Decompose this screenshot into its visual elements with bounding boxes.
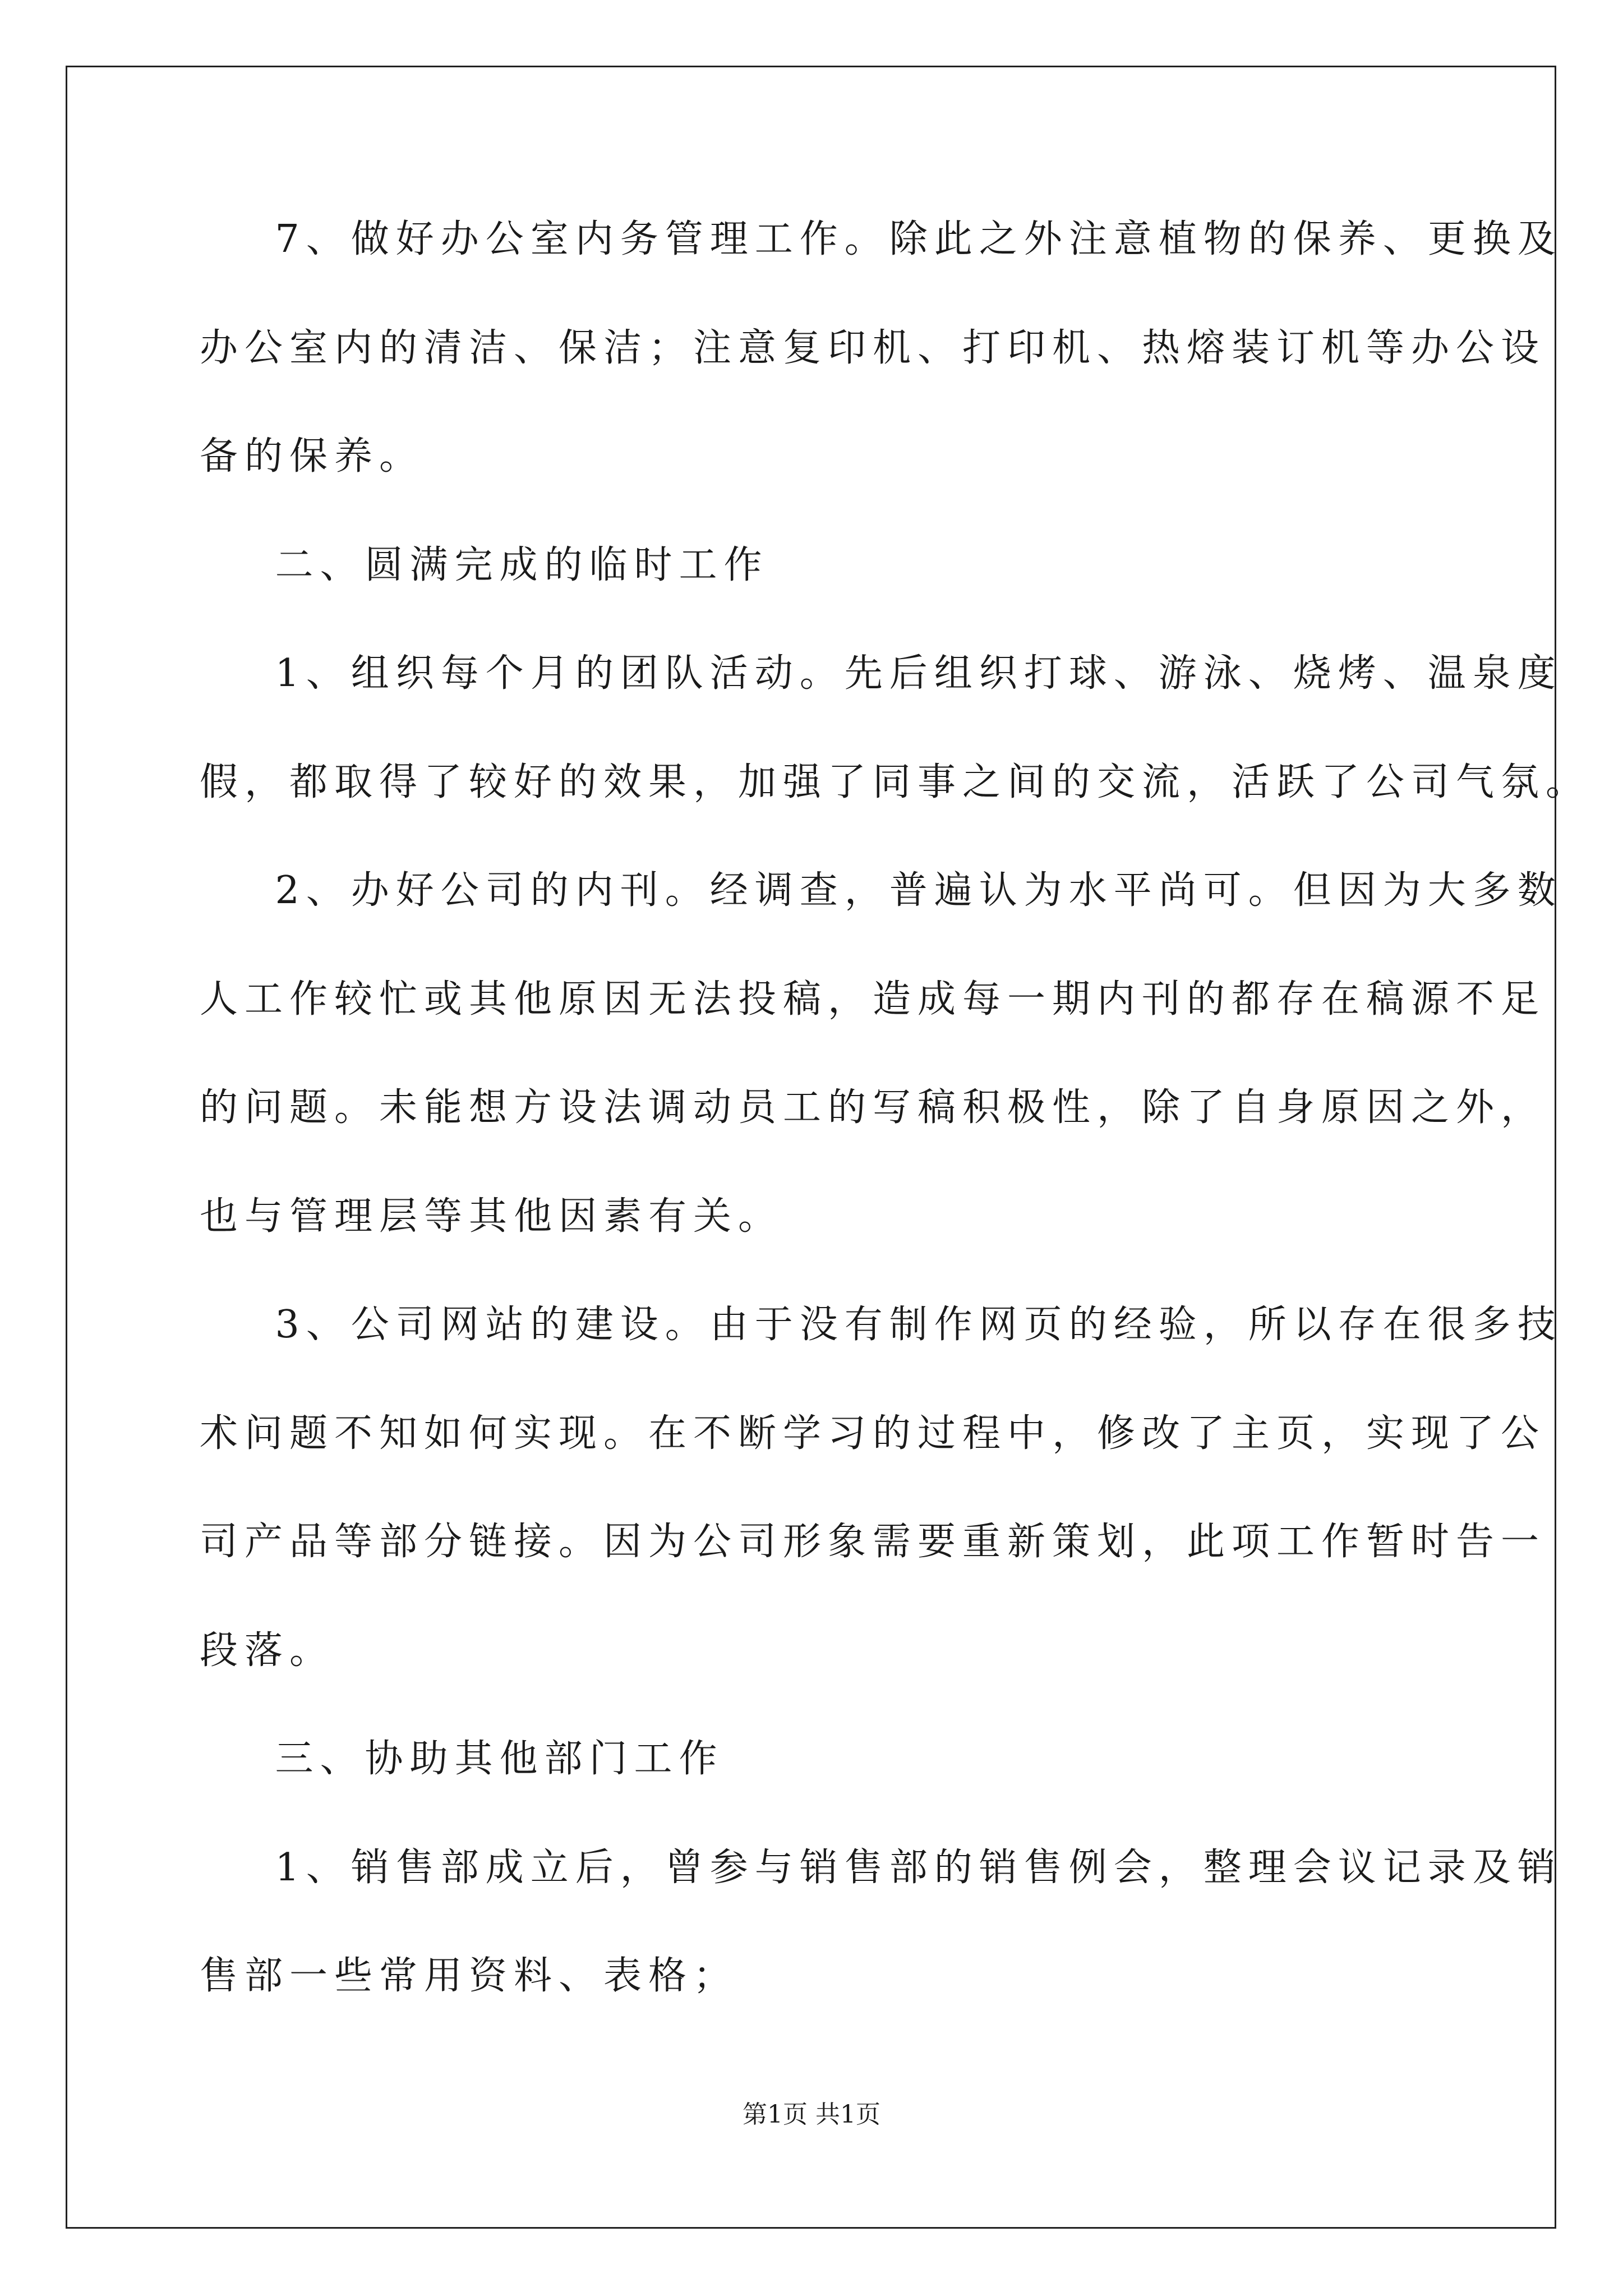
text-line: 2、办好公司的内刊。经调查，普遍认为水平尚可。但因为大多数 [200, 868, 1562, 913]
text-line: 段落。 [200, 1628, 335, 1673]
text-line: 1、组织每个月的团队活动。先后组织打球、游泳、烧烤、温泉度 [200, 651, 1562, 696]
text-line: 也与管理层等其他因素有关。 [200, 1194, 783, 1239]
text-line: 7、做好办公室内务管理工作。除此之外注意植物的保养、更换及 [200, 217, 1562, 261]
page-footer: 第1页 共1页 [743, 2100, 880, 2129]
text-line: 备的保养。 [200, 434, 425, 478]
text-line: 假，都取得了较好的效果，加强了同事之间的交流，活跃了公司气氛。 [200, 760, 1591, 804]
text-line: 术问题不知如何实现。在不断学习的过程中，修改了主页，实现了公 [200, 1411, 1546, 1456]
text-line: 的问题。未能想方设法调动员工的写稿积极性，除了自身原因之外， [200, 1085, 1546, 1130]
text-line: 售部一些常用资料、表格； [200, 1954, 739, 1998]
text-line: 3、公司网站的建设。由于没有制作网页的经验，所以存在很多技 [200, 1303, 1562, 1347]
section-heading: 三、协助其他部门工作 [200, 1737, 724, 1781]
text-line: 办公室内的清洁、保洁；注意复印机、打印机、热熔装订机等办公设 [200, 326, 1546, 370]
text-line: 人工作较忙或其他原因无法投稿，造成每一期内刊的都存在稿源不足 [200, 977, 1546, 1022]
page-border [66, 66, 1556, 2229]
section-heading: 二、圆满完成的临时工作 [200, 543, 769, 587]
text-line: 司产品等部分链接。因为公司形象需要重新策划，此项工作暂时告一 [200, 1520, 1546, 1564]
text-line: 1、销售部成立后，曾参与销售部的销售例会，整理会议记录及销 [200, 1846, 1562, 1890]
